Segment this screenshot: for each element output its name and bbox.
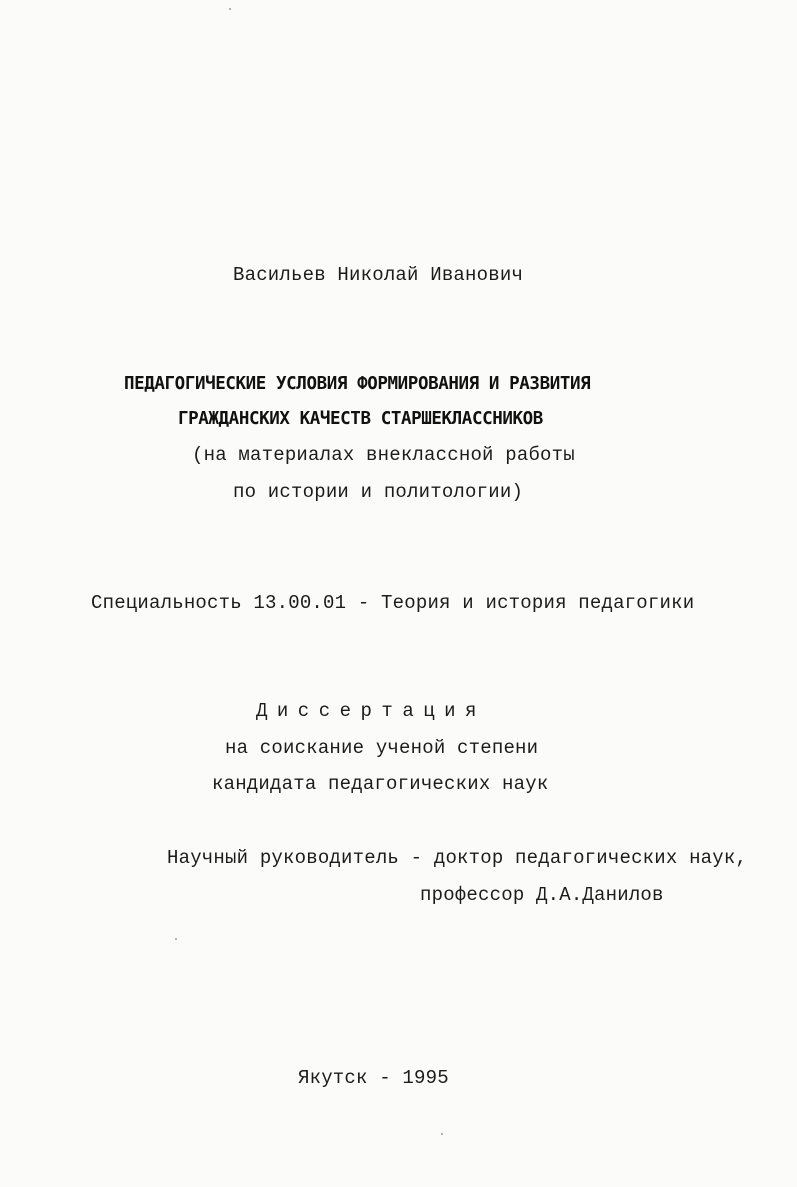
thesis-title-line-1: ПЕДАГОГИЧЕСКИЕ УСЛОВИЯ ФОРМИРОВАНИЯ И РАЗВИТИЯ xyxy=(124,374,591,394)
supervisor-line-2: профессор Д.А.Данилов xyxy=(420,884,664,906)
place-and-year: Якутск - 1995 xyxy=(298,1067,449,1089)
thesis-subtitle-line-1: (на материалах внеклассной работы xyxy=(192,444,575,466)
thesis-subtitle-line-2: по истории и политологии) xyxy=(233,481,524,503)
supervisor-line-1: Научный руководитель - доктор педагогических наук, xyxy=(167,847,748,869)
scan-speck xyxy=(441,1133,443,1135)
scan-speck xyxy=(229,8,231,10)
degree-line-1: на соискание ученой степени xyxy=(225,737,539,759)
dissertation-label: Диссертация xyxy=(256,700,486,722)
scan-speck xyxy=(175,938,177,940)
author-name: Васильев Николай Иванович xyxy=(233,264,524,286)
degree-line-2: кандидата педагогических наук xyxy=(212,773,549,795)
thesis-title-line-2: ГРАЖДАНСКИХ КАЧЕСТВ СТАРШЕКЛАССНИКОВ xyxy=(178,409,543,429)
specialty-line: Специальность 13.00.01 - Теория и история педагогики xyxy=(91,592,695,614)
